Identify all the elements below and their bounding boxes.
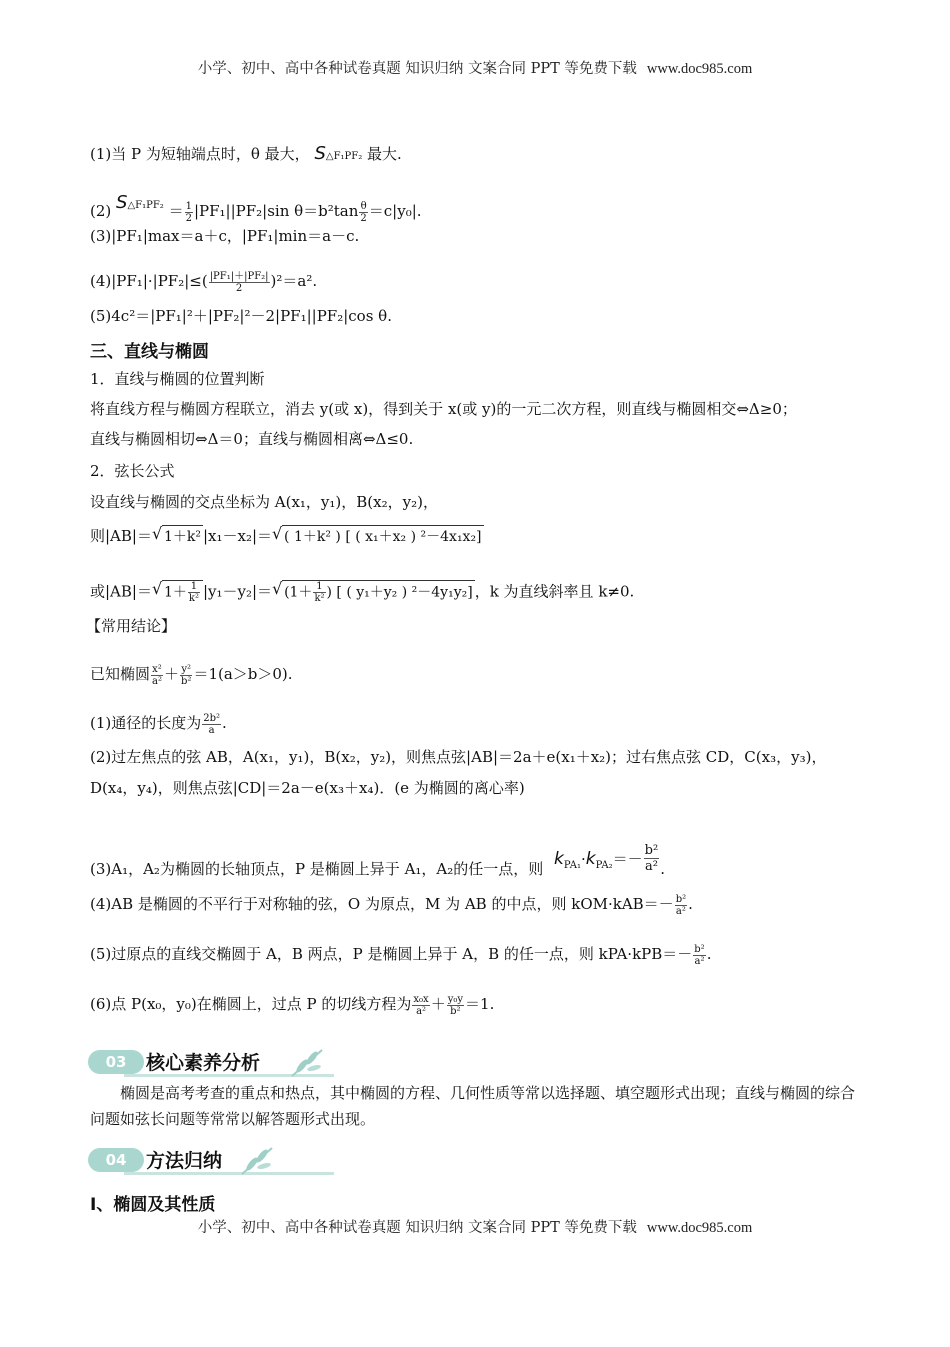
fraction: $\frac{\text{b²}}{\text{a²}}$ (694, 943, 705, 967)
sqrt: √ 1＋k² (162, 525, 203, 548)
fraction: $\frac{\text{|PF₁|＋|PF₂|}}{2}$ (209, 270, 269, 294)
sqrt: √ (1＋ $\frac{1}{\text{k²}}$ ) [ ( y₁＋y₂ ) ²－4y₁y₂] (282, 580, 475, 604)
fraction: $\frac{1}{2}$ (185, 200, 192, 224)
sqrt: √ 1＋ $\frac{1}{\text{k²}}$ (162, 580, 203, 604)
sqrt: √ ( 1＋k² ) [ ( x₁＋x₂ ) ²－4x₁x₂] (282, 525, 483, 548)
conclusion-4: (4)AB 是椭圆的不平行于对称轴的弦，O 为原点，M 为 AB 的中点，则 kOM·kAB＝－ $\frac{\text{b²}}{\text{a²}}$ . (90, 893, 693, 917)
fraction: $\frac{\text{x₀x}}{\text{a²}}$ (413, 993, 429, 1017)
footer-text: 小学、初中、高中各种试卷真题 知识归纳 文案合同 PPT 等免费下载 (197, 1220, 637, 1236)
chord-formula-1: 则|AB|＝√ 1＋k² |x₁－x₂|＝√ ( 1＋k² ) [ ( x₁＋x₂ ) ²－4x₁x₂] (90, 525, 484, 548)
section-title-I: Ⅰ、椭圆及其性质 (90, 1195, 216, 1215)
section-banner-04 (88, 1144, 328, 1178)
banner-number: 03 (88, 1050, 144, 1074)
property-5: (5)4c²＝|PF₁|²＋|PF₂|²－2|PF₁||PF₂|cos θ. (90, 307, 392, 325)
conclusion-6: (6)点 P(x₀，y₀)在椭圆上，过点 P 的切线方程为 $\frac{\text{x₀x}}{\text{a²}}$ ＋ $\frac{\text{y₀y}}{\text{b²}}$ ＝1. (90, 993, 495, 1017)
subheading-position: 1．直线与椭圆的位置判断 (90, 370, 265, 388)
chord-formula-2: 或|AB|＝√ 1＋ $\frac{1}{\text{k²}}$ |y₁－y₂|＝√ (1＋ $\frac{1}{\text{k²}}$ ) [ ( y₁＋y₂ ) ²－4y₁y₂] ，k 为直线斜率且 k≠0. (90, 580, 634, 604)
position-text-2: 直线与椭圆相切⇔Δ＝0；直线与椭圆相离⇔Δ≤0. (90, 430, 414, 448)
conclusion-3: (3)A₁，A₂为椭圆的长轴顶点，P 是椭圆上异于 A₁，A₂的任一点，则 $k^{PA_1}\cdot k^{PA_2}=-$ $\frac{\text{b²}}{\text{a²}}$ . (90, 843, 665, 878)
property-2: (2) $S^{\triangle F_1PF_2}$ ＝ $\frac{1}{2}$ |PF₁||PF₂|sin θ＝b²tan $\frac{\theta}{2}$ ＝c|y₀|. (90, 192, 422, 224)
footer-url[interactable]: www.doc985.com (646, 1220, 753, 1236)
header-url[interactable]: www.doc985.com (646, 61, 753, 77)
banner-number: 04 (88, 1148, 144, 1172)
banner-title: 核心素养分析 (146, 1052, 261, 1074)
conclusion-2-line-1: (2)过左焦点的弦 AB，A(x₁，y₁)，B(x₂，y₂)，则焦点弦|AB|＝2a＋e(x₁＋x₂)；过右焦点弦 CD，C(x₃，y₃)， (90, 748, 827, 766)
leaf-icon (238, 1144, 278, 1176)
page-header (0, 57, 950, 78)
conclusion-1: (1)通径的长度为 $\frac{\text{2b²}}{a}$ . (90, 712, 227, 736)
banner-title: 方法归纳 (146, 1150, 223, 1172)
fraction: $\frac{\theta}{2}$ (360, 200, 367, 224)
property-1: (1)当 P 为短轴端点时，θ 最大， S△F₁PF₂ 最大. (90, 143, 402, 164)
subheading-chord: 2．弦长公式 (90, 462, 175, 480)
chord-text-1: 设直线与椭圆的交点坐标为 A(x₁，y₁)，B(x₂，y₂)， (90, 493, 438, 511)
fraction: $\frac{\text{2b²}}{a}$ (203, 712, 221, 736)
conclusion-2-line-2: D(x₄，y₄)，则焦点弦|CD|＝2a－e(x₃＋x₄)．(e 为椭圆的离心率) (90, 779, 525, 797)
property-4: (4)|PF₁|·|PF₂|≤( $\frac{\text{|PF₁|＋|PF₂|}}{2}$ )²＝a². (90, 270, 318, 294)
property-3: (3)|PF₁|max＝a＋c，|PF₁|min＝a－c. (90, 227, 360, 245)
position-text-1: 将直线方程与椭圆方程联立，消去 y(或 x)，得到关于 x(或 y)的一元二次方程，则直线与椭圆相交⇔Δ≥0； (90, 400, 797, 418)
fraction: $\frac{\text{y₀y}}{\text{b²}}$ (447, 993, 464, 1017)
section-title-3: 三、直线与椭圆 (90, 342, 209, 362)
leaf-icon (288, 1046, 328, 1078)
header-text: 小学、初中、高中各种试卷真题 知识归纳 文案合同 PPT 等免费下载 (197, 61, 637, 77)
conclusions-title: 【常用结论】 (86, 617, 177, 635)
fraction: $\frac{\text{b²}}{\text{a²}}$ (675, 893, 687, 917)
page-footer (0, 1216, 950, 1237)
analysis-paragraph: 椭圆是高考考查的重点和热点，其中椭圆的方程、几何性质等常以选择题、填空题形式出现；直线与椭圆的综合问题如弦长问题等常常以解答题形式出现。 (90, 1084, 856, 1128)
fraction: $\frac{\text{x²}}{\text{a²}}$ (152, 663, 162, 687)
conclusion-5: (5)过原点的直线交椭圆于 A，B 两点，P 是椭圆上异于 A，B 的任一点，则 kPA·kPB＝－ $\frac{\text{b²}}{\text{a²}}$ . (90, 943, 712, 967)
section-banner-03 (88, 1046, 328, 1080)
fraction: $\frac{\text{y²}}{\text{b²}}$ (181, 663, 192, 687)
ellipse-intro: 已知椭圆 $\frac{\text{x²}}{\text{a²}}$ ＋ $\frac{\text{y²}}{\text{b²}}$ ＝1(a＞b＞0). (90, 663, 293, 687)
fraction: $\frac{\text{b²}}{\text{a²}}$ (644, 843, 659, 874)
